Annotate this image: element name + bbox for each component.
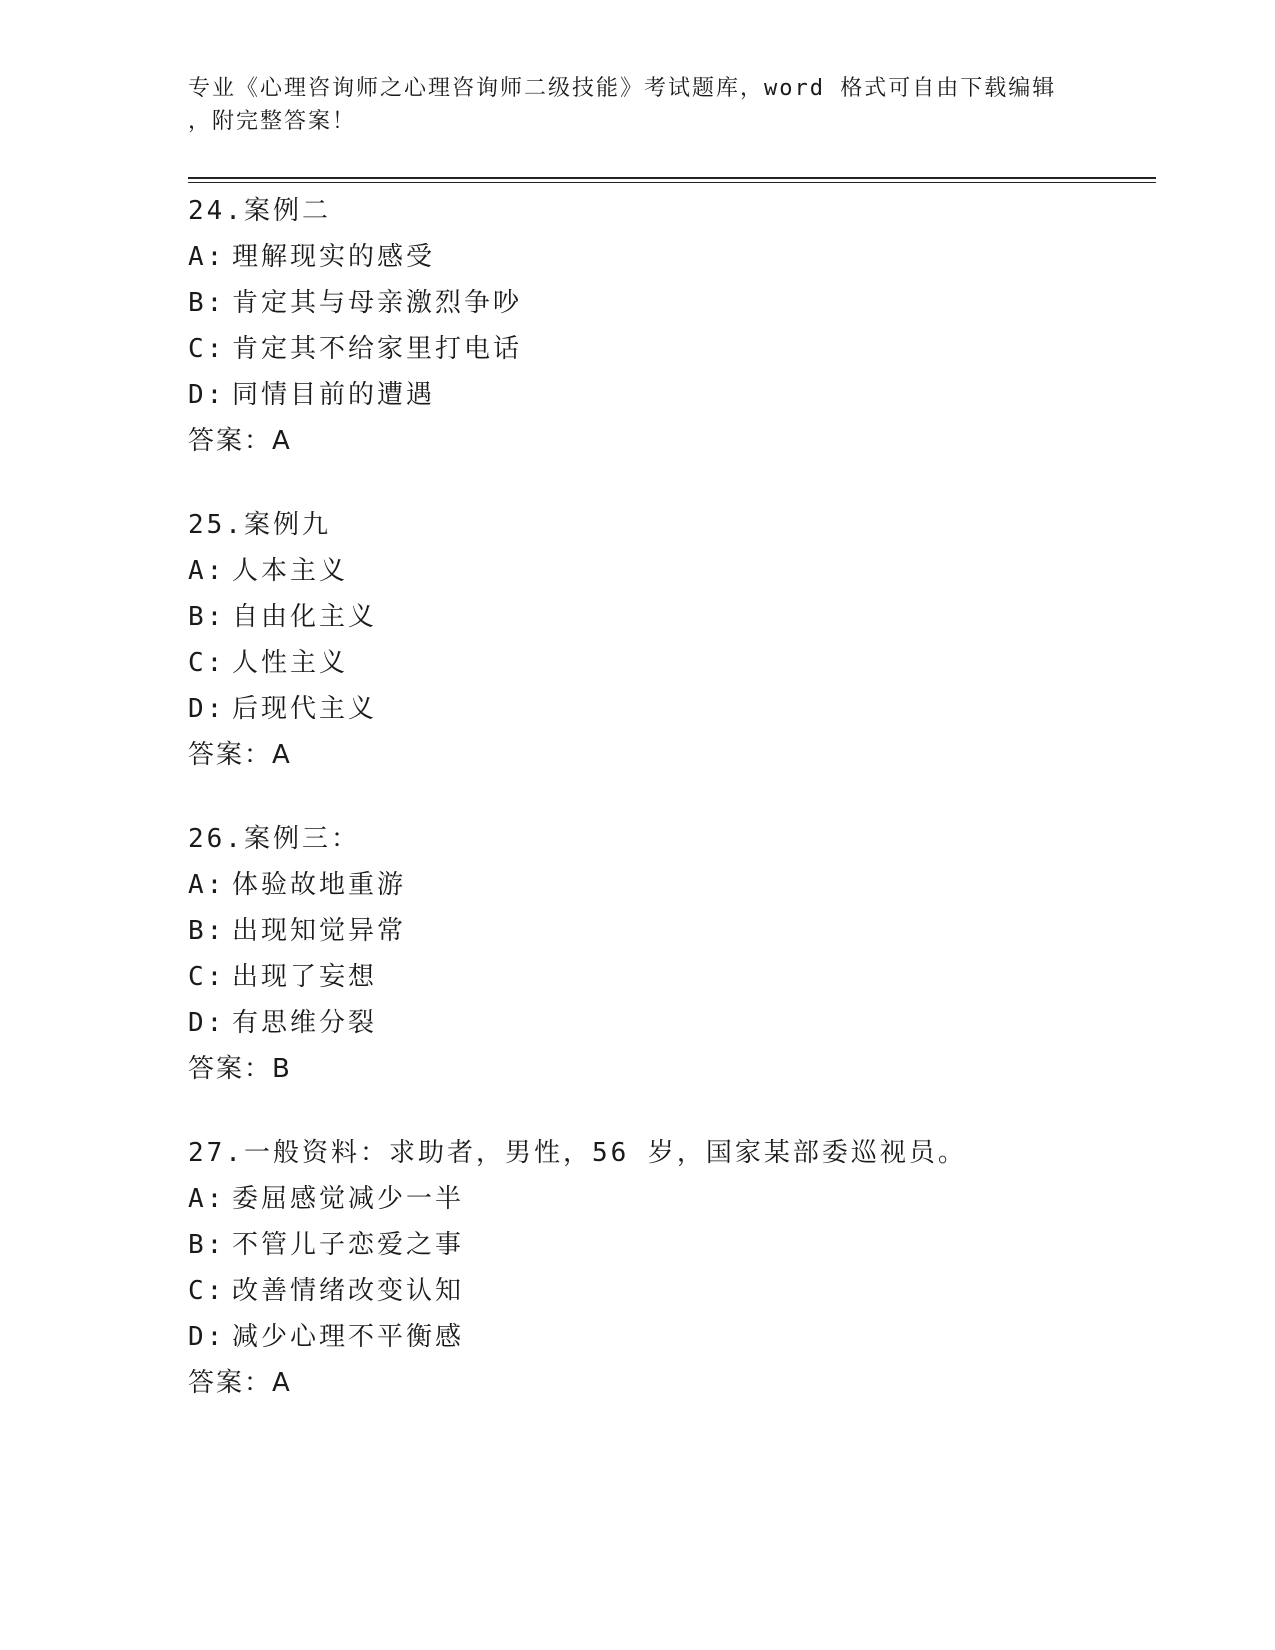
question-26: [188, 816, 1148, 1092]
option-key: B:: [188, 916, 226, 946]
option-text: 肯定其与母亲激烈争吵: [232, 288, 523, 318]
option-key: C:: [188, 1276, 226, 1306]
header-line-2: ，附完整答案！: [188, 109, 357, 134]
question-title: 25.案例九: [188, 510, 331, 540]
option-text: 同情目前的遭遇: [232, 380, 436, 410]
option-b: [188, 1222, 1148, 1268]
option-key: C:: [188, 334, 226, 364]
option-key: C:: [188, 648, 226, 678]
option-text: 肯定其不给家里打电话: [232, 334, 523, 364]
option-text: 委屈感觉减少一半: [232, 1184, 465, 1214]
answer-line: 答案：A: [188, 740, 292, 770]
option-a: [188, 234, 1148, 280]
option-key: B:: [188, 602, 226, 632]
question-list: [188, 188, 1148, 1406]
option-key: A:: [188, 556, 226, 586]
option-text: 人本主义: [232, 556, 349, 586]
header-line-1: 专业《心理咨询师之心理咨询师二级技能》考试题库，word 格式可自由下载编辑: [188, 76, 1057, 101]
document-header: [188, 72, 1088, 138]
header-divider-thin: [188, 182, 1156, 183]
option-b: [188, 908, 1148, 954]
option-key: D:: [188, 1008, 226, 1038]
question-title: 26.案例三：: [188, 824, 360, 854]
option-text: 理解现实的感受: [232, 242, 436, 272]
option-text: 不管儿子恋爱之事: [232, 1230, 465, 1260]
option-key: B:: [188, 1230, 226, 1260]
question-24: [188, 188, 1148, 464]
option-key: A:: [188, 1184, 226, 1214]
option-text: 人性主义: [232, 648, 349, 678]
option-text: 有思维分裂: [232, 1008, 378, 1038]
option-key: D:: [188, 694, 226, 724]
option-a: [188, 862, 1148, 908]
answer-line: 答案：B: [188, 1054, 292, 1084]
option-text: 后现代主义: [232, 694, 378, 724]
option-d: [188, 1000, 1148, 1046]
option-c: [188, 326, 1148, 372]
option-d: [188, 372, 1148, 418]
option-key: A:: [188, 870, 226, 900]
option-c: [188, 640, 1148, 686]
option-text: 改善情绪改变认知: [232, 1276, 465, 1306]
option-key: C:: [188, 962, 226, 992]
answer-line: 答案：A: [188, 1368, 292, 1398]
option-b: [188, 280, 1148, 326]
option-a: [188, 548, 1148, 594]
question-title: 27.一般资料：求助者，男性，56 岁，国家某部委巡视员。: [188, 1138, 967, 1168]
option-key: D:: [188, 380, 226, 410]
option-d: [188, 686, 1148, 732]
option-b: [188, 594, 1148, 640]
header-divider-thick: [188, 177, 1156, 179]
option-text: 自由化主义: [232, 602, 378, 632]
question-title: 24.案例二: [188, 196, 331, 226]
question-25: [188, 502, 1148, 778]
option-text: 体验故地重游: [232, 870, 407, 900]
option-c: [188, 954, 1148, 1000]
answer-line: 答案：A: [188, 426, 292, 456]
option-text: 出现了妄想: [232, 962, 378, 992]
option-key: B:: [188, 288, 226, 318]
option-key: A:: [188, 242, 226, 272]
option-text: 出现知觉异常: [232, 916, 407, 946]
option-a: [188, 1176, 1148, 1222]
option-d: [188, 1314, 1148, 1360]
question-27: [188, 1130, 1148, 1406]
option-key: D:: [188, 1322, 226, 1352]
option-c: [188, 1268, 1148, 1314]
option-text: 减少心理不平衡感: [232, 1322, 465, 1352]
